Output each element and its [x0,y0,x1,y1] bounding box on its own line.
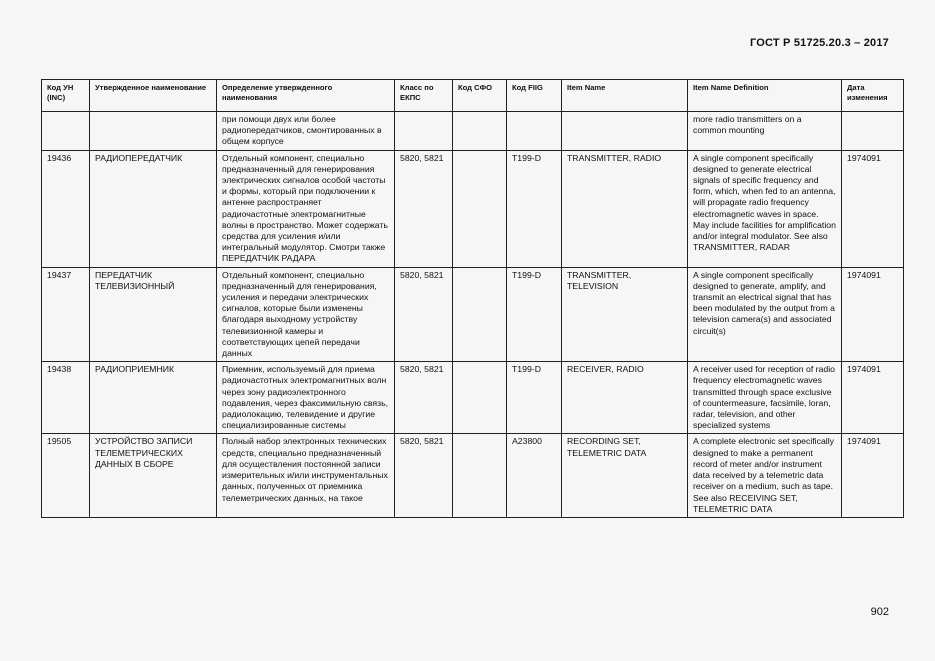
cell-inc: 19437 [42,267,90,362]
cell-item-definition: more radio transmitters on a common mounting [688,112,842,151]
cell-inc: 19436 [42,150,90,267]
catalog-table [41,79,904,518]
cell-sfo [453,267,507,362]
cell-item-name: TRANSMITTER, RADIO [562,150,688,267]
table-row [42,150,904,267]
cell-definition: Отдельный компонент, специально предназначенный для генерирования, усиления и передачи электрических сигналов, которые были изменены благодаря выходному устройству телевизионной камеры и соответствующих цепей передачи данных [217,267,395,362]
header-item-name: Item Name [562,80,688,112]
header-inc: Код УН (INC) [42,80,90,112]
cell-date [842,112,904,151]
cell-item-name: RECEIVER, RADIO [562,362,688,434]
header-definition: Определение утвержденного наименования [217,80,395,112]
cell-definition: Приемник, используемый для приема радиочастотных электромагнитных волн через зону радиоэлектронного подавления, через факсимильную связь, радиолокацию, телевидение и другие специализированные системы [217,362,395,434]
cell-name: ПЕРЕДАТЧИК ТЕЛЕВИЗИОННЫЙ [90,267,217,362]
cell-date: 1974091 [842,267,904,362]
cell-item-definition: A complete electronic set specifically designed to make a permanent record of meter and/or instrument data received by a telemetric data receiver on a medium, such as tape. See also RECEIVING SET, TELEMETRIC DATA [688,434,842,517]
cell-class: 5820, 5821 [395,434,453,517]
cell-class: 5820, 5821 [395,150,453,267]
cell-date: 1974091 [842,362,904,434]
cell-fiig: T199-D [507,150,562,267]
cell-name: УСТРОЙСТВО ЗАПИСИ ТЕЛЕМЕТРИЧЕСКИХ ДАННЫХ В СБОРЕ [90,434,217,517]
cell-fiig: A23800 [507,434,562,517]
cell-item-name: RECORDING SET, TELEMETRIC DATA [562,434,688,517]
cell-date: 1974091 [842,150,904,267]
cell-class [395,112,453,151]
cell-inc [42,112,90,151]
cell-sfo [453,434,507,517]
cell-item-definition: A single component specifically designed to generate electrical signals of specific frequency and form, which, when fed to an antenna, will propagate radio frequency electromagnetic waves in space. May include facilities for amplification and/or integral modulator. See also TRANSMITTER, RADAR [688,150,842,267]
cell-inc: 19438 [42,362,90,434]
cell-item-definition: A single component specifically designed to generate, amplify, and transmit an electrical signal that has been modulated by the output from a television camera(s) and associated circuit(s) [688,267,842,362]
cell-item-name: TRANSMITTER, TELEVISION [562,267,688,362]
cell-sfo [453,150,507,267]
cell-sfo [453,112,507,151]
header-class: Класс по ЕКПС [395,80,453,112]
cell-name [90,112,217,151]
header-item-definition: Item Name Definition [688,80,842,112]
table-header-row [42,80,904,112]
cell-item-name [562,112,688,151]
cell-name: РАДИОПЕРЕДАТЧИК [90,150,217,267]
cell-fiig: T199-D [507,362,562,434]
page-number: 902 [870,606,889,618]
cell-fiig: T199-D [507,267,562,362]
cell-class: 5820, 5821 [395,267,453,362]
table-row [42,434,904,517]
table-row [42,362,904,434]
header-date: Дата изменения [842,80,904,112]
cell-sfo [453,362,507,434]
cell-inc: 19505 [42,434,90,517]
header-sfo: Код СФО [453,80,507,112]
header-fiig: Код FIIG [507,80,562,112]
cell-date: 1974091 [842,434,904,517]
cell-definition: Отдельный компонент, специально предназначенный для генерирования электрических сигналов особой частоты и формы, который при подключении к антенне распространяет радиочастотные электромагнитные волны в пространство. Может содержать средства для усиления и/или интегральный модулятор. Смотри также ПЕРЕДАТЧИК РАДАРА [217,150,395,267]
table-row [42,267,904,362]
cell-definition: Полный набор электронных технических средств, специально предназначенный для осуществления постоянной записи измерительных и/или инструментальных данных, полученных от приемника телеметрических данных, на такое [217,434,395,517]
document-code: ГОСТ Р 51725.20.3 – 2017 [749,37,889,49]
header-approved-name: Утвержденное наименование [90,80,217,112]
cell-class: 5820, 5821 [395,362,453,434]
cell-fiig [507,112,562,151]
cell-name: РАДИОПРИЕМНИК [90,362,217,434]
cell-definition: при помощи двух или более радиопередатчиков, смонтированных в общем корпусе [217,112,395,151]
cell-item-definition: A receiver used for reception of radio frequency electromagnetic waves transmitted through space exclusive of countermeasure, facsimile, loran, radar, television, and other specialized systems [688,362,842,434]
table-row [42,112,904,151]
